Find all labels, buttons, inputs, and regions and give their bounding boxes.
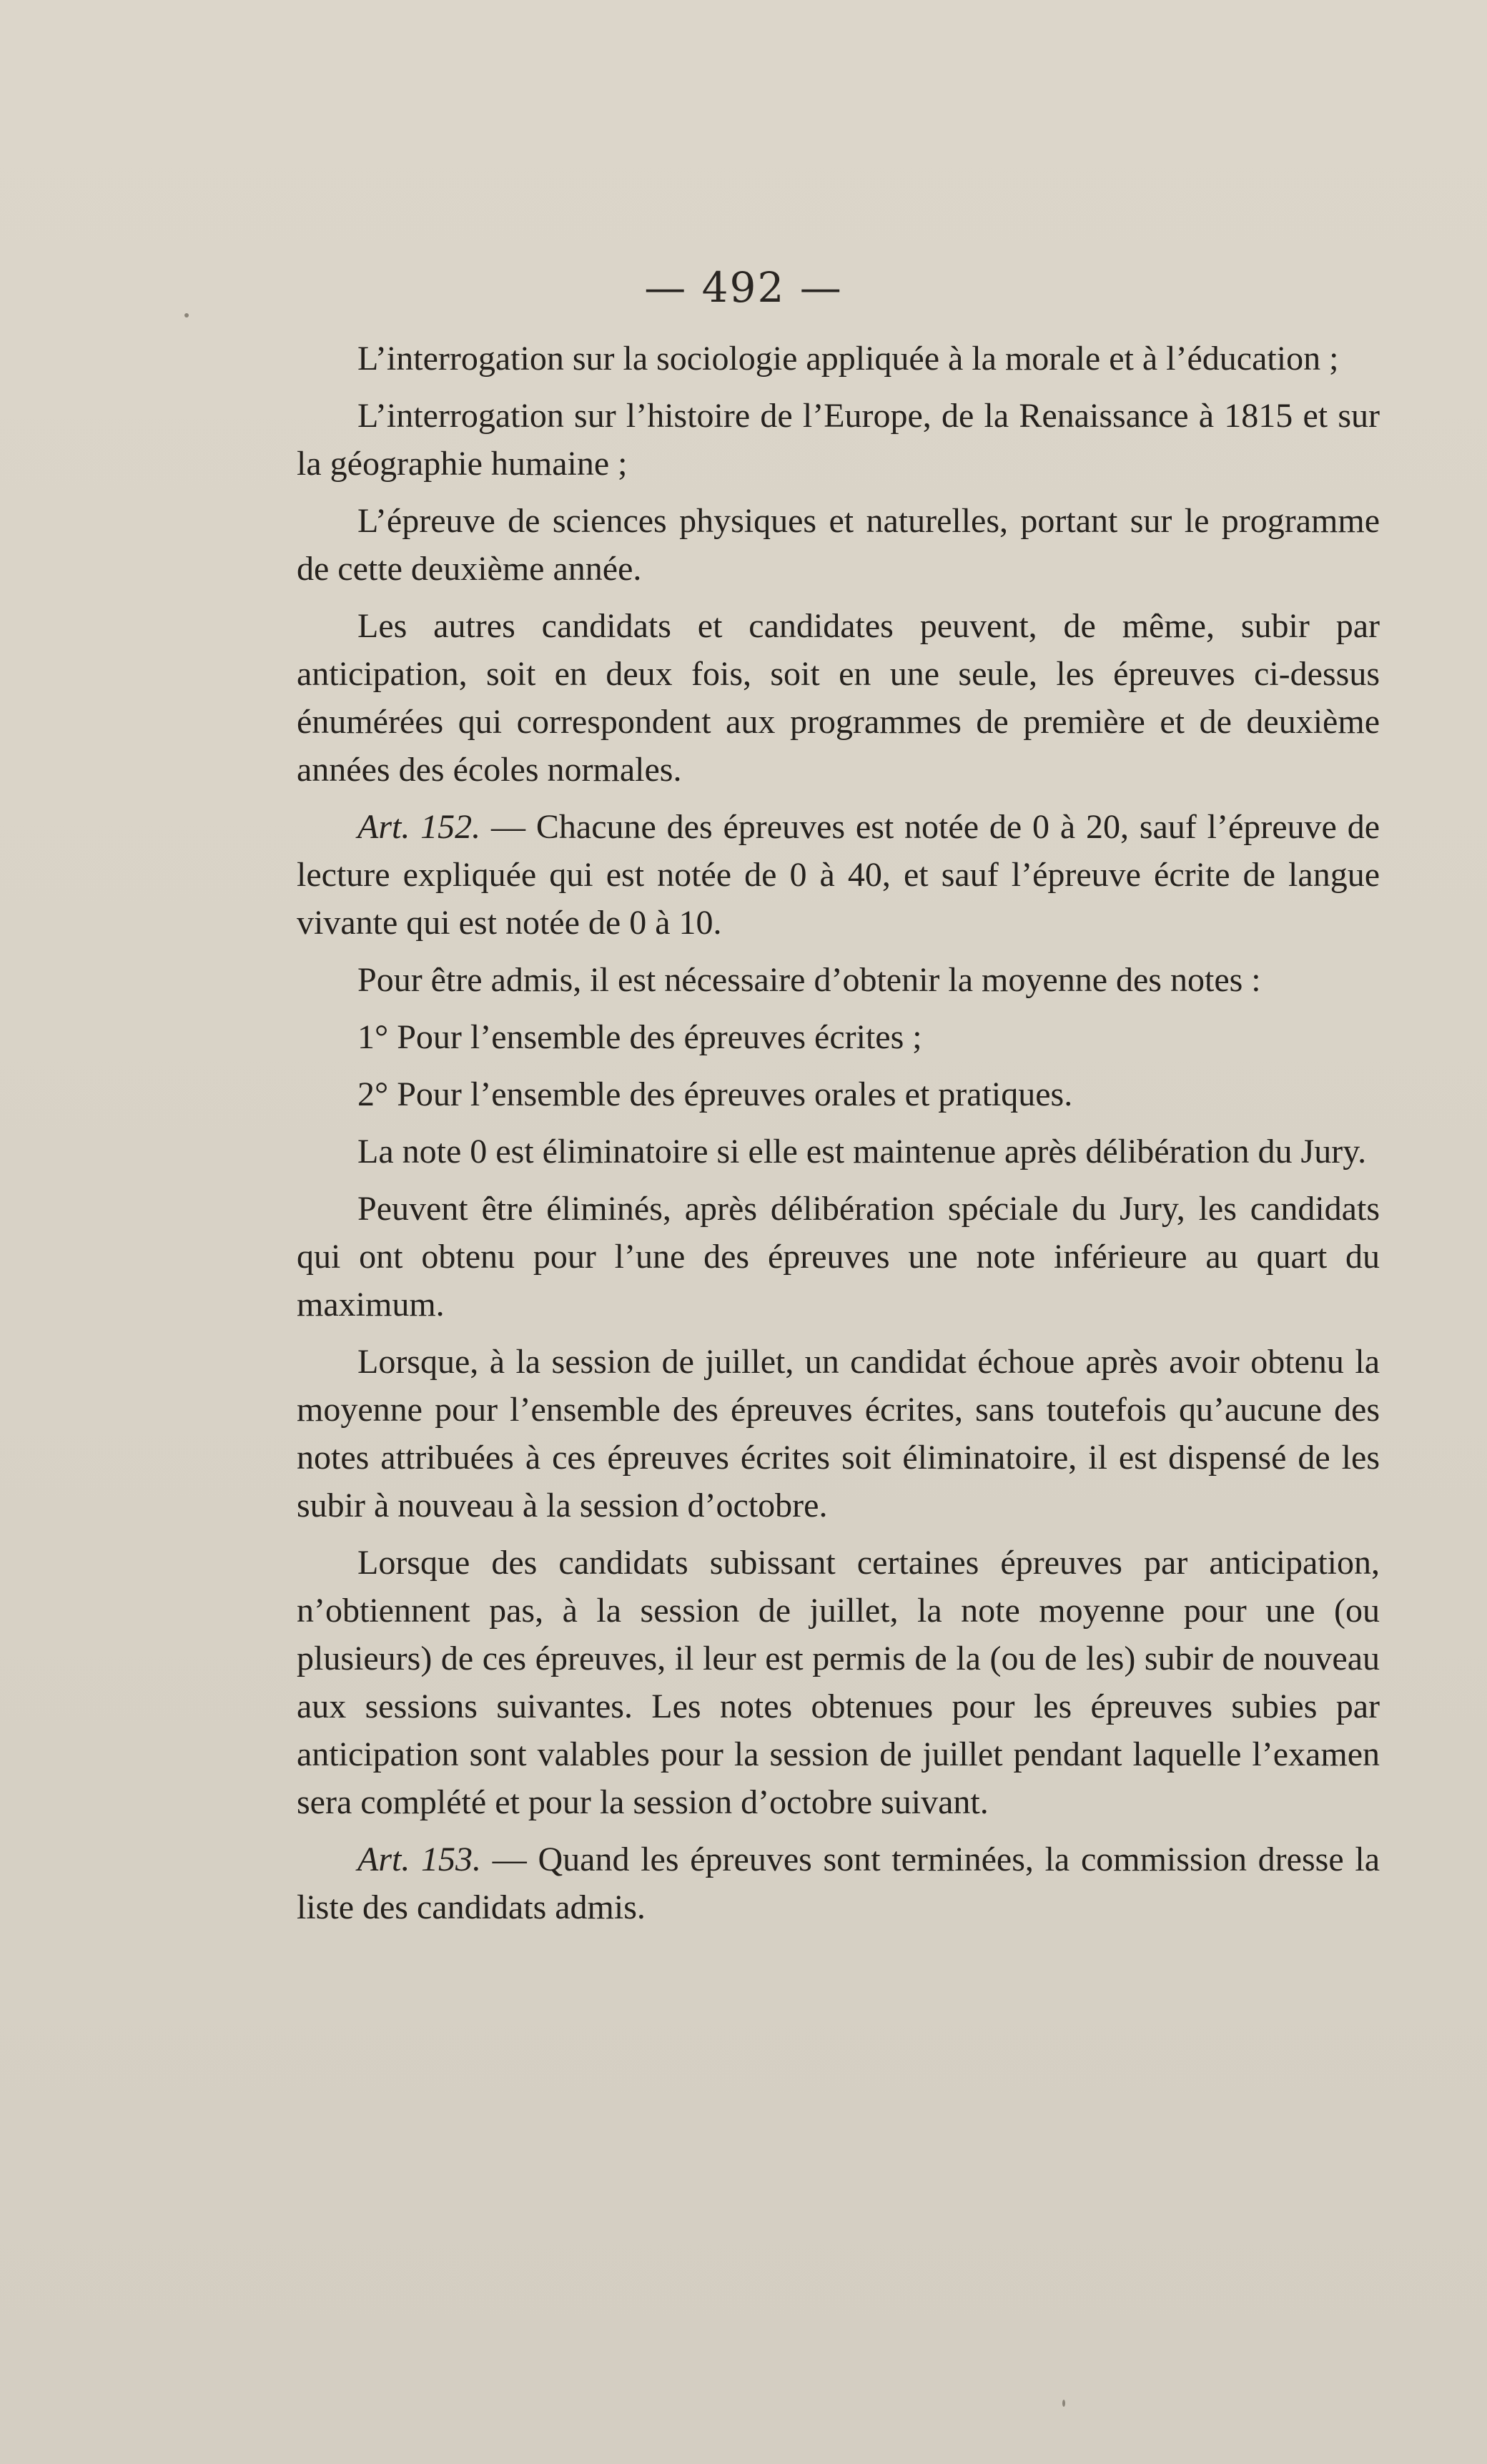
paragraph-1: L’interrogation sur la sociologie appliquée à la morale et à l’éducation ; xyxy=(357,340,1339,378)
article-152-label: Art. 152. xyxy=(357,808,481,846)
article-152-text: — Chacune des épreuves est notée de 0 à 20, sauf l’épreuve de lecture expliquée qui est notée de 0 à 40, et sauf l’épreuve écrite de langue vivante qui est notée de 0 à 10. xyxy=(297,808,1380,942)
paragraph-6: Pour être admis, il est nécessaire d’obtenir la moyenne des notes : xyxy=(357,961,1261,999)
paper-speck xyxy=(184,313,189,317)
paragraph-7: 1° Pour l’ensemble des épreuves écrites ; xyxy=(357,1018,922,1056)
paragraph-4: Les autres candidats et candidates peuvent, de même, subir par anticipation, soit en deux fois, soit en une seule, les épreuves ci-dessus énumérées qui correspondent aux programmes de première et de deuxième années des écoles normales. xyxy=(297,607,1380,789)
paragraph-11: Lorsque, à la session de juillet, un candidat échoue après avoir obtenu la moyenne pour l’ensemble des épreuves écrites, sans toutefois qu’aucune des notes attribuées à ces épreuves écrites soit éliminatoire, il est dispensé de les subir à nouveau à la session d’octobre. xyxy=(297,1343,1380,1524)
paragraph-9: La note 0 est éliminatoire si elle est maintenue après délibération du Jury. xyxy=(357,1133,1367,1171)
paragraph-12: Lorsque des candidats subissant certaines épreuves par anticipation, n’obtiennent pas, à la session de juillet, la note moyenne pour une (ou plusieurs) de ces épreuves, il leur est permis de la (ou de les) subir de nouveau aux sessions suivantes. Les notes obtenues pour les épreuves subies par anticipation sont valables pour la session de juillet pendant laquelle l’examen sera complété et pour la session d’octobre suivant. xyxy=(297,1544,1380,1821)
article-152 xyxy=(297,803,1380,947)
article-153 xyxy=(297,1835,1380,1931)
page-number: — 492 — xyxy=(644,263,843,312)
paragraph-8: 2° Pour l’ensemble des épreuves orales et pratiques. xyxy=(357,1075,1073,1113)
paper-speck xyxy=(1062,2400,1065,2407)
paragraph-3: L’épreuve de sciences physiques et naturelles, portant sur le programme de cette deuxième année. xyxy=(297,502,1380,588)
paragraph-10: Peuvent être éliminés, après délibération spéciale du Jury, les candidats qui ont obtenu pour l’une des épreuves une note inférieure au quart du maximum. xyxy=(297,1190,1380,1324)
body-text xyxy=(297,335,1380,1941)
article-153-text: — Quand les épreuves sont terminées, la commission dresse la liste des candidats admis. xyxy=(297,1840,1380,1926)
paragraph-2: L’interrogation sur l’histoire de l’Europe, de la Renaissance à 1815 et sur la géographie humaine ; xyxy=(297,397,1380,483)
article-153-label: Art. 153. xyxy=(357,1840,482,1878)
